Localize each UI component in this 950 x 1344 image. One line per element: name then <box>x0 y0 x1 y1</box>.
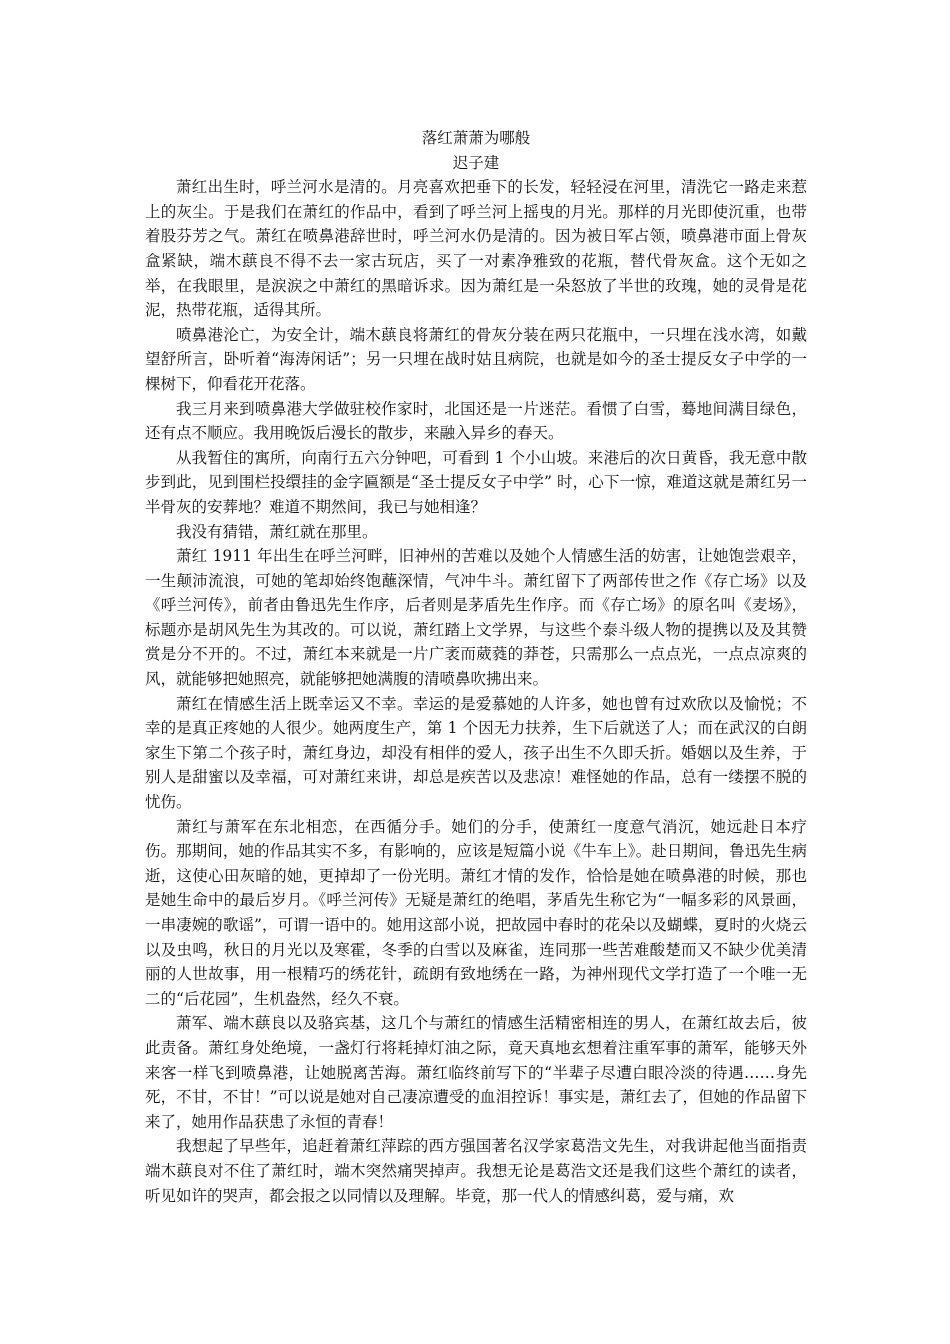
paragraph: 我想起了早些年，追赶着萧红萍踪的西方强国著名汉学家葛浩文先生，对我讲起他当面指责端木蕻良对不住了萧红时，端木突然痛哭掉声。我想无论是葛浩文还是我们这些个萧红的读者，听见如许的哭声，都会报之以同情以及理解。毕竟，那一代人的情感纠葛，爱与痛，欢 <box>145 1137 807 1205</box>
article-body <box>145 126 807 1208</box>
article-title: 落红萧萧为哪般 <box>421 129 531 147</box>
paragraph: 我没有猜错，萧红就在那里。 <box>176 522 378 541</box>
paragraph: 萧军、端木蕻良以及骆宾基，这几个与萧红的情感生活精密相连的男人，在萧红故去后，彼此责备。萧红身处绝境，一盏灯行将耗掉灯油之际，竟天真地玄想着注重军事的萧军，能够天外来客一样飞到喷鼻港，让她脱离苦海。萧红临终前写下的“半辈子尽遭白眼冷淡的待遇……身先死，不甘，不甘！”可以说是她对自己凄凉遭受的血泪控诉！事实是，萧红去了，但她的作品留下来了，她用作品获患了永恒的青春！ <box>145 1014 807 1131</box>
paragraph: 喷鼻港沦亡，为安全计，端木蕻良将萧红的骨灰分装在两只花瓶中，一只埋在浅水湾，如戴望舒所言，卧听着“海涛闲话”；另一只埋在战时姑且病院，也就是如今的圣士提反女子中学的一棵树下，仰看花开花落。 <box>145 325 807 393</box>
article-author: 迟子建 <box>452 153 500 172</box>
paragraph: 萧红 1911 年出生在呼兰河畔，旧神州的苦难以及她个人情感生活的妨害，让她饱尝艰辛，一生颠沛流浪，可她的笔却始终饱蘸深情，气冲牛斗。萧红留下了两部传世之作《存亡场》以及《呼兰河传》，前者由鲁迅先生作序，后者则是茅盾先生作序。而《存亡场》的原名叫《麦场》，标题亦是胡风先生为其改的。可以说，萧红踏上文学界，与这些个泰斗级人物的提携以及及其赞赏是分不开的。不过，萧红本来就是一片广袤而葳蕤的莽苍，只需那么一点点光，一点点凉爽的风，就能够把她照亮，就能够把她满腹的清喷鼻吹拂出来。 <box>145 547 807 689</box>
paragraph: 从我暂住的寓所，向南行五六分钟吧，可看到 1 个小山坡。来港后的次日黄昏，我无意中散步到此，见到围栏投缳挂的金字匾额是“圣士提反女子中学” 时，心下一惊，难道这就是萧红另一半骨灰的安葬地？难道不期然间，我已与她相逢？ <box>145 448 807 516</box>
paragraph: 萧红在情感生活上既幸运又不幸。幸运的是爱慕她的人许多，她也曾有过欢欣以及愉悦；不幸的是真正疼她的人很少。她两度生产，第 1 个因无力扶养，生下后就送了人；而在武汉的白朗家生下第二个孩子时，萧红身边，却没有相伴的爱人，孩子出生不久即夭折。婚姻以及生养，于别人是甜蜜以及幸福，可对萧红来讲，却总是疾苦以及悲凉！难怪她的作品，总有一缕摆不脱的忧伤。 <box>145 694 807 812</box>
paragraph: 我三月来到喷鼻港大学做驻校作家时，北国还是一片迷茫。看惯了白雪，蓦地间满目绿色，还有点不顺应。我用晚饭后漫长的散步，来融入异乡的春天。 <box>145 399 807 443</box>
paragraph: 萧红出生时，呼兰河水是清的。月亮喜欢把垂下的长发，轻轻浸在河里，清洗它一路走来惹上的灰尘。于是我们在萧红的作品中，看到了呼兰河上摇曳的月光。那样的月光即使沉重，也带着股芬芳之气。萧红在喷鼻港辞世时，呼兰河水仍是清的。因为被日军占领，喷鼻港市面上骨灰盒紧缺，端木蕻良不得不去一家古玩店，买了一对素净雅致的花瓶，替代骨灰盒。这个无如之举，在我眼里，是涙涙之中萧红的黑暗诉求。因为萧红是一朵怒放了半世的玫瑰，她的灵骨是花泥，热带花瓶，适得其所。 <box>145 178 807 320</box>
paragraph: 萧红与萧军在东北相恋，在西循分手。她们的分手，使萧红一度意气消沉，她远赴日本疗伤。那期间，她的作品其实不多，有影响的，应该是短篇小说《牛车上》。赴日期间，鲁迅先生病逝，这使心田灰暗的她，更掉却了一份光明。萧红才情的发作，恰恰是她在喷鼻港的时候，那也是她生命中的最后岁月。《呼兰河传》无疑是萧红的绝唱，茅盾先生称它为“一幅多彩的风景画，一串凄婉的歌谣”，可谓一语中的。她用这部小说，把故园中春时的花朵以及蝴蝶，夏时的火烧云以及虫鸣，秋日的月光以及寒霍，冬季的白雪以及麻雀，连同那一些苦难酸楚而又不缺少优美清丽的人世故事，用一根精巧的绣花针，疏朗有致地绣在一路，为神州现代文学打造了一个唯一无二的“后花园”，生机盎然，经久不衰。 <box>145 817 807 1008</box>
